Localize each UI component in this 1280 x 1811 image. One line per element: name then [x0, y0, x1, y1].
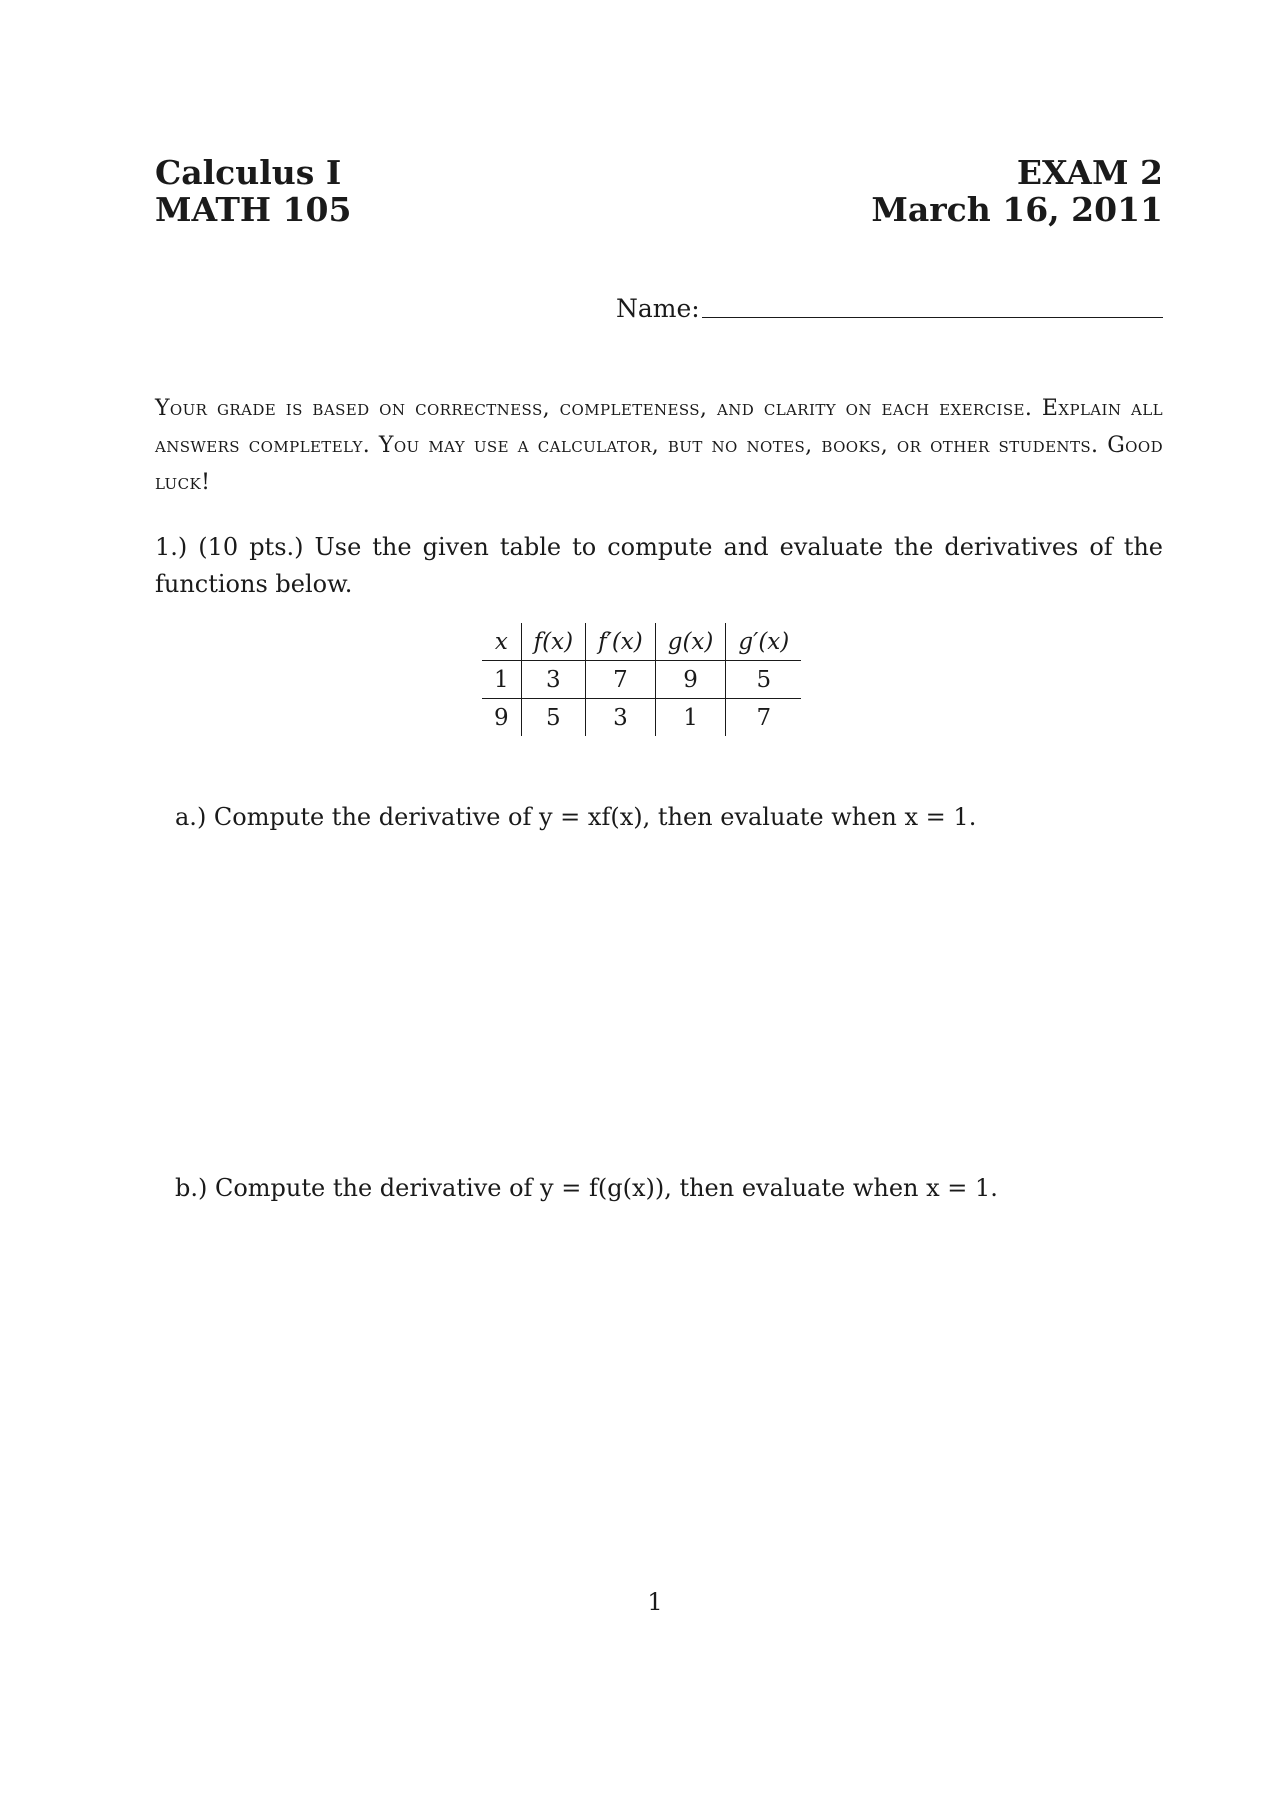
table-header-cell: f′(x): [586, 623, 656, 661]
table-cell: 5: [521, 699, 585, 737]
table-cell: 9: [482, 699, 521, 737]
exam-date: March 16, 2011: [871, 190, 1163, 229]
table-header-cell: x: [482, 623, 521, 661]
table-cell: 7: [586, 661, 656, 699]
table-header-cell: g(x): [655, 623, 726, 661]
name-label: Name:: [616, 294, 700, 323]
table-row: [482, 699, 801, 737]
table-header-row: [482, 623, 801, 661]
table-cell: 9: [655, 661, 726, 699]
name-blank-line[interactable]: [702, 317, 1163, 318]
exam-title: EXAM 2: [1016, 153, 1163, 192]
question-1-prompt: 1.) (10 pts.) Use the given table to compute and evaluate the derivatives of the functions below.: [155, 533, 1163, 598]
function-values-table: [482, 623, 801, 736]
table-header-cell: f(x): [521, 623, 585, 661]
course-title: Calculus I: [155, 153, 342, 192]
page-number: 1: [647, 1588, 663, 1616]
exam-heading: [871, 154, 1163, 228]
course-code: MATH 105: [155, 190, 352, 229]
table-row: [482, 661, 801, 699]
exam-instructions: Your grade is based on correctness, completeness, and clarity on each exercise. Explain all answers completely. You may use a calculator, but no notes, books, or other students. Good luck!: [155, 396, 1163, 495]
table-cell: 5: [726, 661, 801, 699]
table-cell: 3: [521, 661, 585, 699]
question-1b: b.) Compute the derivative of y = f(g(x)), then evaluate when x = 1.: [175, 1174, 998, 1202]
table-cell: 3: [586, 699, 656, 737]
table-cell: 1: [482, 661, 521, 699]
course-heading: [155, 154, 351, 228]
question-1a: a.) Compute the derivative of y = xf(x), then evaluate when x = 1.: [175, 803, 977, 831]
table-cell: 1: [655, 699, 726, 737]
table-header-cell: g′(x): [726, 623, 801, 661]
table-cell: 7: [756, 704, 772, 731]
